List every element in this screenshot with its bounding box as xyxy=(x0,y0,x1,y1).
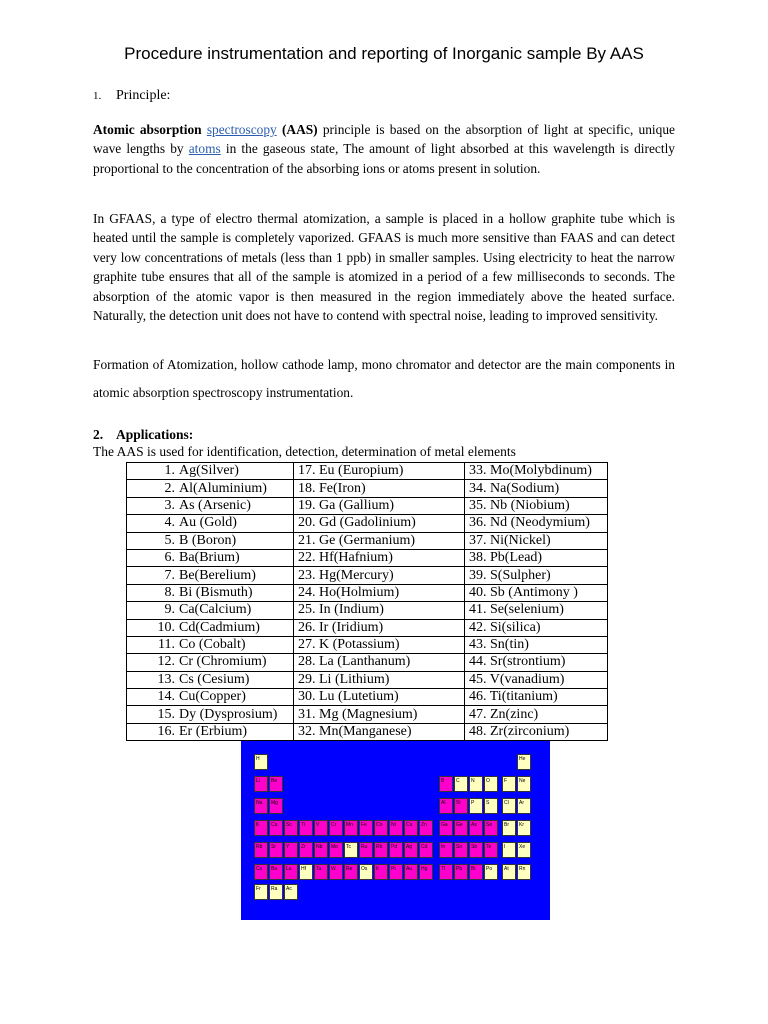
element-name: Bi (Bismuth) xyxy=(179,584,253,600)
element-cell: Hg xyxy=(419,864,433,880)
element-cell: As xyxy=(469,820,483,836)
table-cell xyxy=(127,584,294,601)
element-cell: Fe xyxy=(359,820,373,836)
applications-intro: The AAS is used for identification, detection, determination of metal elements xyxy=(93,444,516,459)
element-cell: Li xyxy=(254,776,268,792)
table-cell xyxy=(127,706,294,723)
element-cell: F xyxy=(502,776,516,792)
element-cell: P xyxy=(469,798,483,814)
table-row xyxy=(127,689,608,706)
element-number: 9. xyxy=(164,602,175,618)
table-row xyxy=(127,636,608,653)
element-name: Cr (Chromium) xyxy=(179,654,267,670)
table-cell: 20. Gd (Gadolinium) xyxy=(294,515,465,532)
element-cell: Co xyxy=(374,820,388,836)
element-cell: Xe xyxy=(517,842,531,858)
element-cell: B xyxy=(439,776,453,792)
element-number: 14. xyxy=(157,689,175,705)
spectroscopy-link[interactable]: spectroscopy xyxy=(206,122,277,137)
table-row xyxy=(127,497,608,514)
element-number: 5. xyxy=(164,532,175,548)
element-cell: I xyxy=(502,842,516,858)
table-cell: 42. Si(silica) xyxy=(465,619,608,636)
table-cell: 27. K (Potassium) xyxy=(294,636,465,653)
table-cell xyxy=(127,723,294,740)
page-title: Procedure instrumentation and reporting of Inorganic sample By AAS xyxy=(124,44,644,63)
table-cell: 33. Mo(Molybdinum) xyxy=(465,463,608,480)
table-cell: 21. Ge (Germanium) xyxy=(294,532,465,549)
element-cell: Ac xyxy=(284,884,298,900)
element-cell: Sn xyxy=(454,842,468,858)
element-cell: Sr xyxy=(269,842,283,858)
table-cell: 38. Pb(Lead) xyxy=(465,549,608,566)
element-name: Au (Gold) xyxy=(179,515,237,531)
element-name: B (Boron) xyxy=(179,532,237,548)
element-name: Ba(Brium) xyxy=(179,550,240,566)
element-cell: Ti xyxy=(299,820,313,836)
element-cell: Sc xyxy=(284,820,298,836)
section-title: Principle: xyxy=(116,88,171,103)
element-name: Al(Aluminium) xyxy=(179,480,267,496)
section-principle-heading xyxy=(93,88,170,104)
element-cell: Ga xyxy=(439,820,453,836)
table-cell xyxy=(127,549,294,566)
element-name: Be(Berelium) xyxy=(179,567,256,583)
element-cell: Br xyxy=(502,820,516,836)
element-name: Er (Erbium) xyxy=(179,724,248,740)
element-cell: In xyxy=(439,842,453,858)
table-cell xyxy=(127,636,294,653)
table-cell: 36. Nd (Neodymium) xyxy=(465,515,608,532)
element-cell: Pb xyxy=(454,864,468,880)
table-cell xyxy=(127,480,294,497)
table-cell: 44. Sr(strontium) xyxy=(465,654,608,671)
element-cell: H xyxy=(254,754,268,770)
table-cell xyxy=(127,515,294,532)
table-row xyxy=(127,480,608,497)
element-cell: Zr xyxy=(299,842,313,858)
table-cell xyxy=(127,602,294,619)
element-cell: Cl xyxy=(502,798,516,814)
element-cell: La xyxy=(284,864,298,880)
element-cell: Kr xyxy=(517,820,531,836)
table-cell xyxy=(127,532,294,549)
table-cell: 39. S(Sulpher) xyxy=(465,567,608,584)
section-title: Applications: xyxy=(116,427,194,442)
table-cell: 40. Sb (Antimony ) xyxy=(465,584,608,601)
element-cell: Ge xyxy=(454,820,468,836)
table-cell: 26. Ir (Iridium) xyxy=(294,619,465,636)
element-cell: Cd xyxy=(419,842,433,858)
gfaas-paragraph: In GFAAS, a type of electro thermal atomization, a sample is placed in a hollow graphite tube which is heated until the sample is completely vaporized. GFAAS is much more sensitive than FAAS and can detect very low concentrations of metals (less than 1 ppb) in smaller samples. Using electricity to heat the narrow graphite tube ensures that all of the sample is atomized in a period of a few milliseconds to seconds. The absorption of the atomic vapor is then measured in the region immediately above the heated surface. Naturally, the detection unit does not have to contend with spectral noise, leading to improved sensitivity. xyxy=(93,211,675,324)
table-row xyxy=(127,584,608,601)
table-row xyxy=(127,515,608,532)
table-cell: 29. Li (Lithium) xyxy=(294,671,465,688)
element-cell: He xyxy=(517,754,531,770)
table-row xyxy=(127,532,608,549)
periodic-table-image xyxy=(241,741,550,920)
table-cell: 37. Ni(Nickel) xyxy=(465,532,608,549)
element-cell: Na xyxy=(254,798,268,814)
principle-text-1: principle is based on the absorption of light at specific, unique wave lengths by xyxy=(93,122,675,157)
table-row xyxy=(127,706,608,723)
table-cell: 45. V(vanadium) xyxy=(465,671,608,688)
table-row xyxy=(127,549,608,566)
table-row xyxy=(127,723,608,740)
element-name: As (Arsenic) xyxy=(179,497,251,513)
table-row xyxy=(127,654,608,671)
element-number: 2. xyxy=(164,480,175,496)
table-cell xyxy=(127,497,294,514)
element-name: Cu(Copper) xyxy=(179,689,246,705)
table-row xyxy=(127,671,608,688)
element-cell: Ir xyxy=(374,864,388,880)
table-cell: 35. Nb (Niobium) xyxy=(465,497,608,514)
element-cell: Si xyxy=(454,798,468,814)
table-cell: 19. Ga (Gallium) xyxy=(294,497,465,514)
element-number: 10. xyxy=(157,619,175,635)
table-cell: 23. Hg(Mercury) xyxy=(294,567,465,584)
table-cell: 18. Fe(Iron) xyxy=(294,480,465,497)
element-cell: Tc xyxy=(344,842,358,858)
element-name: Dy (Dysprosium) xyxy=(179,706,278,722)
element-cell: Mn xyxy=(344,820,358,836)
element-cell: C xyxy=(454,776,468,792)
element-cell: Nb xyxy=(314,842,328,858)
table-cell: 22. Hf(Hafnium) xyxy=(294,549,465,566)
table-cell: 43. Sn(tin) xyxy=(465,636,608,653)
section-number: 2. xyxy=(93,427,104,442)
element-cell: Au xyxy=(404,864,418,880)
principle-text-2: in the gaseous state, The amount of light absorbed at this wavelength is directly proportional to the concentration of the absorbing ions or atoms present in solution. xyxy=(93,141,675,176)
element-cell: Al xyxy=(439,798,453,814)
table-cell: 47. Zn(zinc) xyxy=(465,706,608,723)
element-cell: Bi xyxy=(469,864,483,880)
table-cell xyxy=(127,654,294,671)
element-cell: Ra xyxy=(269,884,283,900)
element-cell: Mg xyxy=(269,798,283,814)
element-cell: W xyxy=(329,864,343,880)
table-cell: 48. Zr(zirconium) xyxy=(465,723,608,740)
element-cell: N xyxy=(469,776,483,792)
element-number: 1. xyxy=(164,463,175,479)
element-number: 7. xyxy=(164,567,175,583)
element-cell: Rb xyxy=(254,842,268,858)
table-cell: 32. Mn(Manganese) xyxy=(294,723,465,740)
element-cell: Zn xyxy=(419,820,433,836)
table-cell: 41. Se(selenium) xyxy=(465,602,608,619)
element-cell: Cr xyxy=(329,820,343,836)
element-number: 3. xyxy=(164,497,175,513)
table-row xyxy=(127,619,608,636)
element-name: Ag(Silver) xyxy=(179,463,239,479)
element-cell: Be xyxy=(269,776,283,792)
element-cell: Fr xyxy=(254,884,268,900)
element-cell: At xyxy=(502,864,516,880)
element-cell: O xyxy=(484,776,498,792)
element-cell: Tl xyxy=(439,864,453,880)
table-cell: 25. In (Indium) xyxy=(294,602,465,619)
table-row xyxy=(127,567,608,584)
element-cell: Rn xyxy=(517,864,531,880)
element-cell: Pd xyxy=(389,842,403,858)
section-applications-heading xyxy=(93,427,193,443)
element-cell: Hf xyxy=(299,864,313,880)
element-cell: Po xyxy=(484,864,498,880)
table-cell: 34. Na(Sodium) xyxy=(465,480,608,497)
principle-paragraph xyxy=(93,120,675,178)
table-cell: 46. Ti(titanium) xyxy=(465,689,608,706)
element-number: 16. xyxy=(157,724,175,740)
element-number: 8. xyxy=(164,584,175,600)
table-row xyxy=(127,463,608,480)
element-cell: Cs xyxy=(254,864,268,880)
element-cell: Ni xyxy=(389,820,403,836)
atoms-link[interactable]: atoms xyxy=(188,141,221,157)
element-number: 11. xyxy=(158,637,175,653)
element-cell: Os xyxy=(359,864,373,880)
element-cell: Ag xyxy=(404,842,418,858)
element-name: Cs (Cesium) xyxy=(179,671,250,687)
table-cell xyxy=(127,463,294,480)
section-number: 1. xyxy=(93,90,102,102)
element-name: Co (Cobalt) xyxy=(179,637,246,653)
element-cell: Y xyxy=(284,842,298,858)
element-number: 12. xyxy=(157,654,175,670)
element-cell: Sb xyxy=(469,842,483,858)
elements-table xyxy=(126,462,608,741)
element-number: 6. xyxy=(164,550,175,566)
element-cell: Rh xyxy=(374,842,388,858)
table-row xyxy=(127,602,608,619)
element-cell: Re xyxy=(344,864,358,880)
element-number: 15. xyxy=(157,706,175,722)
element-cell: K xyxy=(254,820,268,836)
element-cell: Ca xyxy=(269,820,283,836)
table-cell: 31. Mg (Magnesium) xyxy=(294,706,465,723)
element-number: 4. xyxy=(164,515,175,531)
element-cell: Cu xyxy=(404,820,418,836)
table-cell: 17. Eu (Europium) xyxy=(294,463,465,480)
table-cell: 30. Lu (Lutetium) xyxy=(294,689,465,706)
components-paragraph: Formation of Atomization, hollow cathode lamp, mono chromator and detector are the main components in atomic absorption spectroscopy instrumentation. xyxy=(93,357,675,400)
element-cell: Ne xyxy=(517,776,531,792)
element-cell: S xyxy=(484,798,498,814)
element-name: Cd(Cadmium) xyxy=(179,619,260,635)
element-cell: Te xyxy=(484,842,498,858)
element-name: Ca(Calcium) xyxy=(179,602,252,618)
element-cell: Ta xyxy=(314,864,328,880)
table-cell xyxy=(127,567,294,584)
element-cell: Mo xyxy=(329,842,343,858)
element-cell: Pt xyxy=(389,864,403,880)
table-cell: 24. Ho(Holmium) xyxy=(294,584,465,601)
element-number: 13. xyxy=(157,671,175,687)
element-cell: Se xyxy=(484,820,498,836)
element-cell: Ar xyxy=(517,798,531,814)
table-cell xyxy=(127,671,294,688)
element-cell: Ba xyxy=(269,864,283,880)
element-cell: Ru xyxy=(359,842,373,858)
term-aas: (AAS) xyxy=(281,122,318,137)
table-cell xyxy=(127,619,294,636)
table-cell xyxy=(127,689,294,706)
term-atomic-absorption: Atomic absorption xyxy=(93,122,202,137)
element-cell: V xyxy=(314,820,328,836)
table-cell: 28. La (Lanthanum) xyxy=(294,654,465,671)
